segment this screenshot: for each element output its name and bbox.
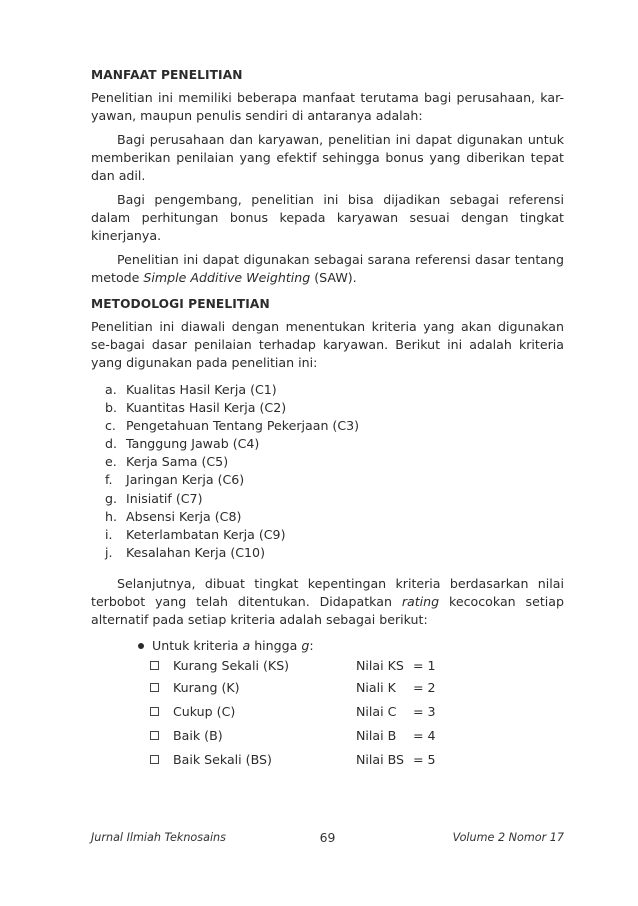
bullet-item: [138, 637, 564, 655]
rating-name: Niali K: [356, 680, 396, 696]
list-text: Jaringan Kerja (C6): [126, 472, 245, 488]
square-bullet-icon: [150, 755, 159, 764]
section-heading-metodologi: METODOLOGI PENELITIAN: [91, 297, 270, 311]
rating-name: Nilai C: [356, 704, 397, 720]
rating-value: = 5: [413, 752, 436, 768]
list-text: Inisiatif (C7): [126, 490, 203, 506]
list-item: [91, 381, 564, 399]
list-item: [91, 526, 564, 544]
list-label: d.: [105, 436, 117, 452]
rating-name: Nilai BS: [356, 752, 405, 768]
list-item: [91, 471, 564, 489]
paragraph-rating: [91, 575, 564, 629]
rating-value: = 2: [413, 680, 436, 696]
list-text: Kualitas Hasil Kerja (C1): [126, 382, 277, 397]
paragraph-pengembang: Bagi pengembang, penelitian ini bisa dijadikan sebagai referensi dalam perhitungan bonus kepada karyawan sesuai dengan tingkat kinerjanya.: [91, 192, 564, 243]
rating-row: [150, 748, 564, 772]
rating-row: [150, 676, 564, 700]
list-label: g.: [105, 490, 117, 506]
list-label: j.: [105, 544, 113, 560]
text-run: Penelitian ini dapat digunakan sebagai sarana referensi dasar tentang metode: [91, 252, 564, 285]
text-run: (SAW).: [310, 270, 357, 285]
list-item: [91, 544, 564, 562]
bullet-text: [152, 638, 314, 653]
list-text: Pengetahuan Tentang Pekerjaan (C3): [126, 418, 360, 434]
section-heading-manfaat: MANFAAT PENELITIAN: [91, 68, 243, 82]
square-bullet-icon: [150, 661, 159, 670]
rating-name: Nilai B: [356, 728, 397, 744]
text-run: Untuk kriteria: [152, 638, 243, 654]
list-label: i.: [105, 526, 113, 542]
paragraph-referensi: [91, 251, 564, 287]
bullet-dot-icon: [138, 643, 144, 649]
list-text: Kuantitas Hasil Kerja (C2): [126, 400, 287, 416]
rating-value: = 1: [413, 657, 436, 673]
text-run: :: [309, 638, 314, 654]
square-bullet-icon: [150, 683, 159, 692]
list-text: Tanggung Jawab (C4): [126, 436, 260, 452]
rating-value: = 4: [413, 728, 436, 744]
list-text: Absensi Kerja (C8): [126, 508, 242, 524]
list-label: f.: [105, 472, 113, 488]
rating-label: Baik Sekali (BS): [173, 752, 272, 768]
rating-row: [150, 724, 564, 748]
journal-name: Jurnal Ilmiah Teknosains: [91, 831, 226, 844]
italic-term: g: [301, 638, 310, 654]
list-text: Kerja Sama (C5): [126, 454, 229, 470]
list-item: [91, 417, 564, 435]
criteria-list: [91, 381, 564, 562]
italic-term: rating: [401, 593, 440, 609]
square-bullet-icon: [150, 707, 159, 716]
text-run: Selanjutnya, dibuat tingkat kepentingan kriteria berdasarkan nilai terbobot yang telah ditentukan. Didapatkan: [91, 575, 564, 609]
paragraph-intro: Penelitian ini memiliki beberapa manfaat terutama bagi perusahaan, kar-yawan, maupun penulis sendiri di antaranya adalah:: [91, 90, 564, 123]
list-text: Keterlambatan Kerja (C9): [126, 526, 286, 542]
rating-label: Kurang (K): [173, 680, 240, 696]
list-item: [91, 490, 564, 508]
list-label: h.: [105, 508, 117, 524]
italic-term: Simple Additive Weighting: [143, 270, 311, 285]
paragraph-metodologi: Penelitian ini diawali dengan menentukan kriteria yang akan digunakan se-bagai dasar penilaian terhadap karyawan. Berikut ini adalah kriteria yang digunakan pada penelitian ini:: [91, 319, 564, 370]
page-number: 69: [319, 830, 336, 845]
rating-label: Cukup (C): [173, 704, 236, 720]
rating-block: [138, 637, 564, 772]
text-run: kecocokan setiap alternatif pada setiap kriteria adalah sebagai berikut:: [91, 593, 564, 627]
text-run: hingga: [250, 638, 302, 654]
list-item: [91, 508, 564, 526]
list-item: [91, 435, 564, 453]
rating-label: Baik (B): [173, 728, 223, 744]
list-item: [91, 399, 564, 417]
rating-row: [150, 700, 564, 724]
list-item: [91, 453, 564, 471]
rating-name: Nilai KS: [356, 657, 404, 673]
rating-label: Kurang Sekali (KS): [173, 657, 290, 673]
list-label: a.: [105, 382, 117, 397]
list-label: c.: [105, 418, 116, 434]
volume-info: Volume 2 Nomor 17: [452, 831, 564, 844]
list-text: Kesalahan Kerja (C10): [126, 544, 265, 560]
rating-row: [150, 655, 564, 676]
italic-term: a: [242, 638, 251, 654]
list-label: e.: [105, 454, 117, 470]
page-content: [91, 68, 564, 772]
square-bullet-icon: [150, 731, 159, 740]
list-label: b.: [105, 400, 117, 416]
rating-value: = 3: [413, 704, 436, 720]
paragraph-perusahaan: Bagi perusahaan dan karyawan, penelitian ini dapat digunakan untuk memberikan penilaian yang efektif sehingga bonus yang diberikan tepat dan adil.: [91, 132, 564, 183]
